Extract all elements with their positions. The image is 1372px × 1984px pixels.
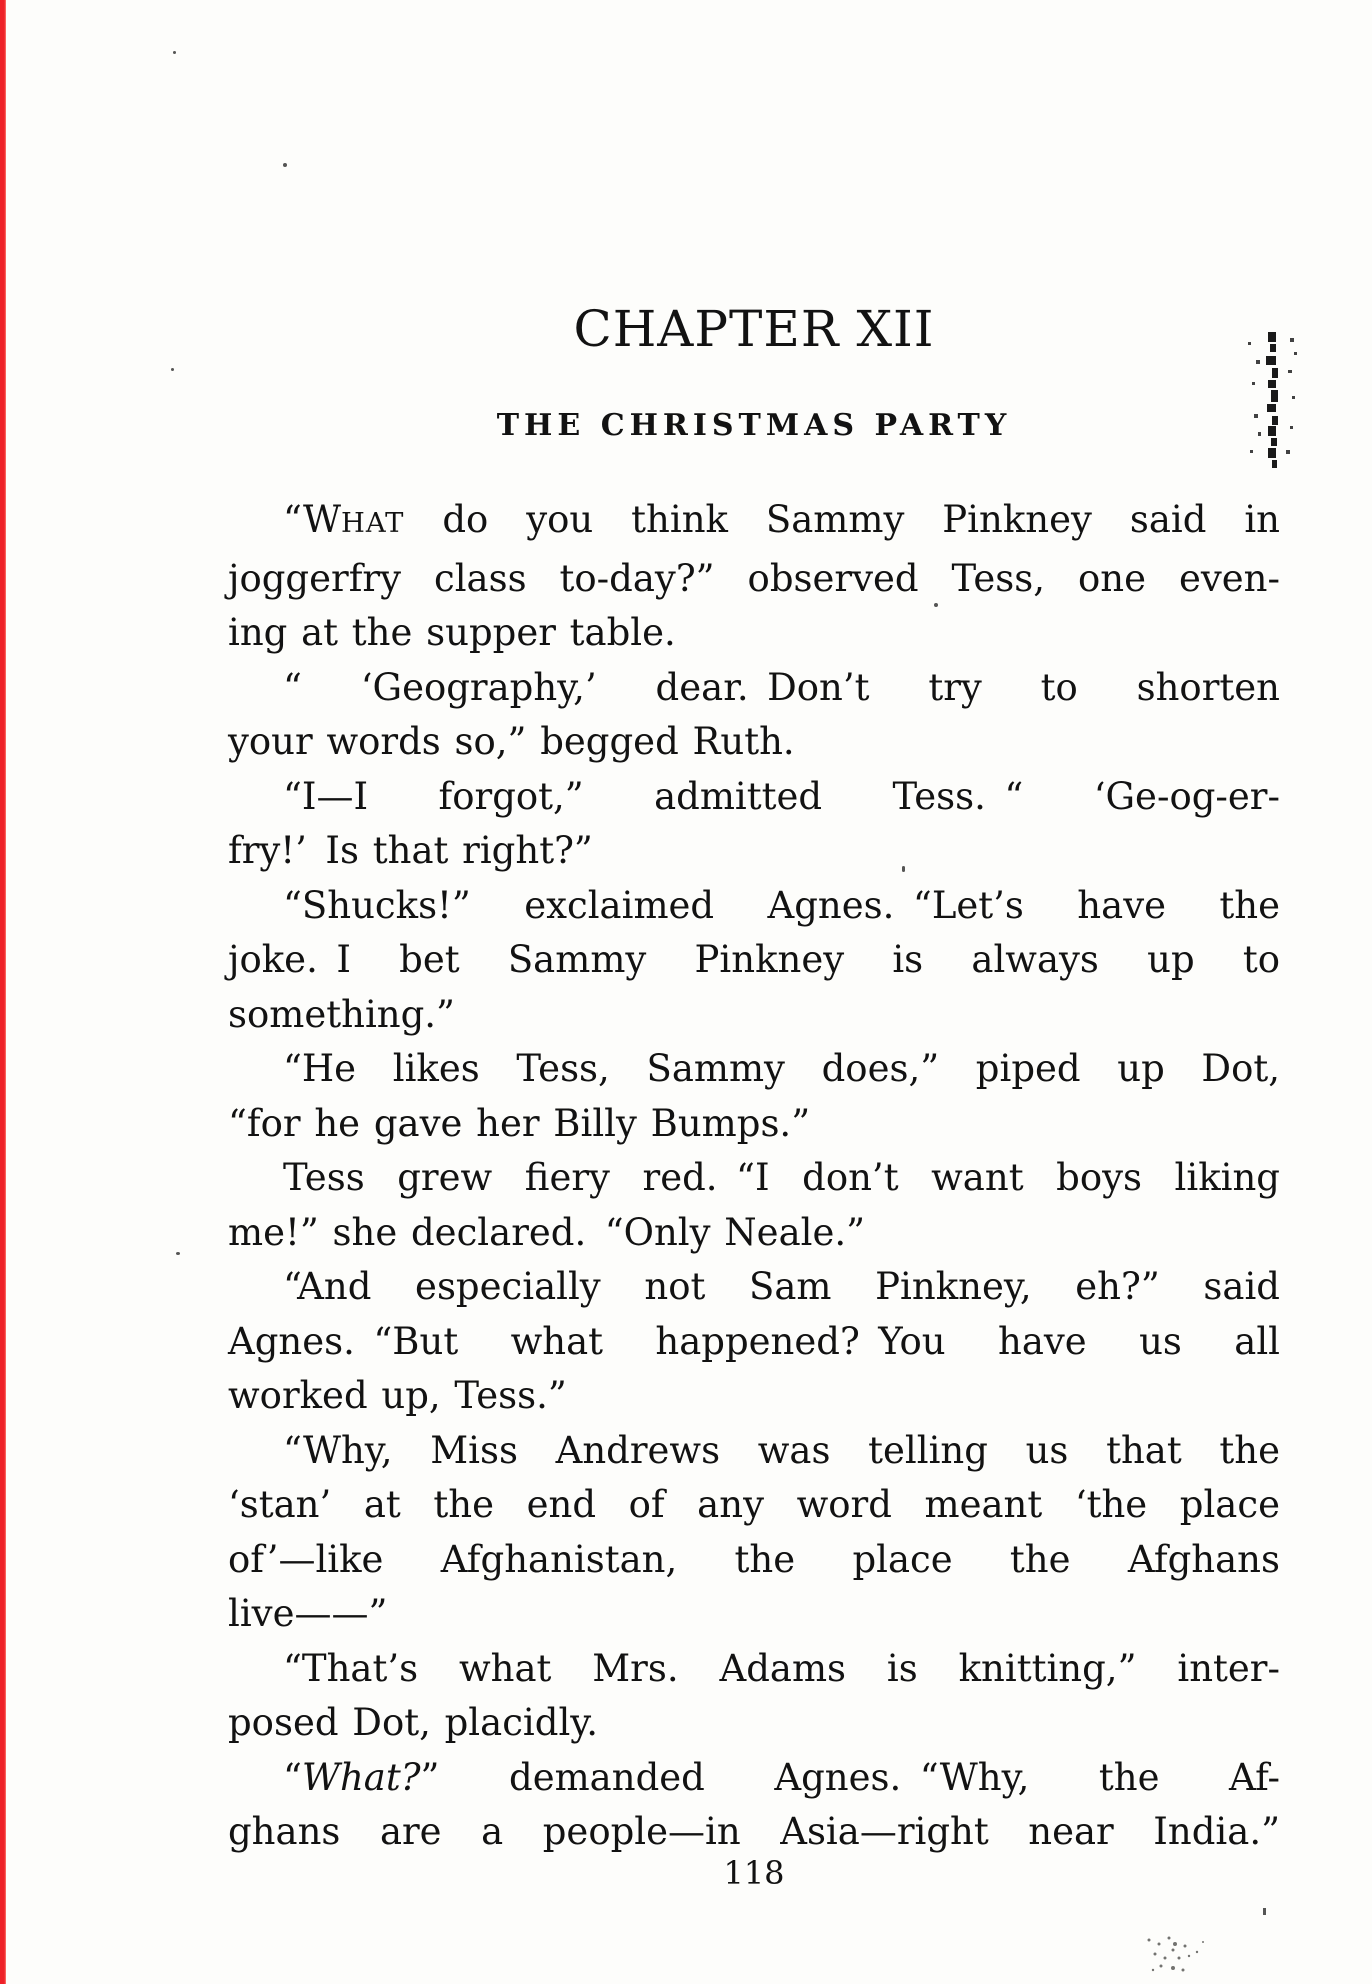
ink-speck-artifact	[171, 368, 174, 371]
paragraph	[228, 1042, 1280, 1151]
text-line: “WHAT do you think Sammy Pinkney said in	[283, 498, 1280, 541]
text-line: “What?” demanded Agnes. “Why, the Af-	[283, 1755, 1280, 1799]
text-line: “He likes Tess, Sammy does,” piped up Dot,	[283, 1047, 1280, 1090]
paragraph	[228, 1151, 1280, 1260]
text-line: “That’s what Mrs. Adams is knitting,” inter-	[283, 1646, 1280, 1690]
paragraph	[228, 1424, 1280, 1642]
text-line: joggerfry class to-day?” observed Tess, one even-	[228, 556, 1280, 600]
text-line: worked up, Tess.”	[228, 1374, 567, 1417]
text-line: “Shucks!” exclaimed Agnes. “Let’s have the	[283, 883, 1280, 927]
text-line: “I—I forgot,” admitted Tess. “ ‘Ge-og-er-	[283, 774, 1280, 818]
chapter-heading: CHAPTER XII	[573, 300, 935, 358]
paragraph	[228, 1751, 1280, 1860]
paragraph	[228, 879, 1280, 1043]
section-heading: THE CHRISTMAS PARTY	[496, 408, 1012, 443]
body-text	[228, 493, 1280, 1860]
ink-speck-artifact	[902, 866, 905, 872]
text-line: “ ‘Geography,’ dear. Don’t try to shorten	[283, 665, 1280, 709]
paragraph	[228, 493, 1280, 661]
paragraph	[228, 1642, 1280, 1751]
ink-tick-artifact	[1263, 1908, 1266, 1915]
text-line: your words so,” begged Ruth.	[228, 720, 795, 763]
text-line: ghans are a people—in Asia—right near India.”	[228, 1810, 1280, 1853]
page-number: 118	[723, 1854, 785, 1892]
text-line: posed Dot, placidly.	[228, 1701, 599, 1744]
text-line: of’—like Afghanistan, the place the Afghans	[228, 1537, 1280, 1581]
ink-speck-artifact	[173, 51, 176, 54]
text-line: “And especially not Sam Pinkney, eh?” said	[283, 1265, 1280, 1308]
paragraph	[228, 661, 1280, 770]
text-line: Agnes. “But what happened? You have us all	[228, 1319, 1280, 1363]
paragraph	[228, 1260, 1280, 1424]
red-page-edge-artifact	[0, 0, 6, 1984]
ink-speck-artifact	[283, 163, 287, 167]
text-line: live——”	[228, 1592, 388, 1635]
ink-speck-artifact	[176, 1252, 180, 1255]
ink-speck-artifact	[934, 603, 938, 607]
text-line: me!” she declared. “Only Neale.”	[228, 1210, 866, 1254]
paragraph	[228, 770, 1280, 879]
scan-speckle-artifact	[1145, 1932, 1210, 1977]
text-line: something.”	[228, 992, 455, 1036]
text-line: “for he gave her Billy Bumps.”	[228, 1101, 811, 1145]
text-line: ‘stan’ at the end of any word meant ‘the place	[228, 1483, 1280, 1526]
text-line: “Why, Miss Andrews was telling us that the	[283, 1428, 1280, 1472]
text-line: fry!’ Is that right?”	[228, 829, 593, 872]
text-line: Tess grew fiery red. “I don’t want boys liking	[283, 1156, 1280, 1199]
text-line: ing at the supper table.	[228, 611, 676, 654]
scan-smudge-artifact	[1246, 330, 1302, 472]
text-line: joke. I bet Sammy Pinkney is always up to	[228, 938, 1280, 981]
